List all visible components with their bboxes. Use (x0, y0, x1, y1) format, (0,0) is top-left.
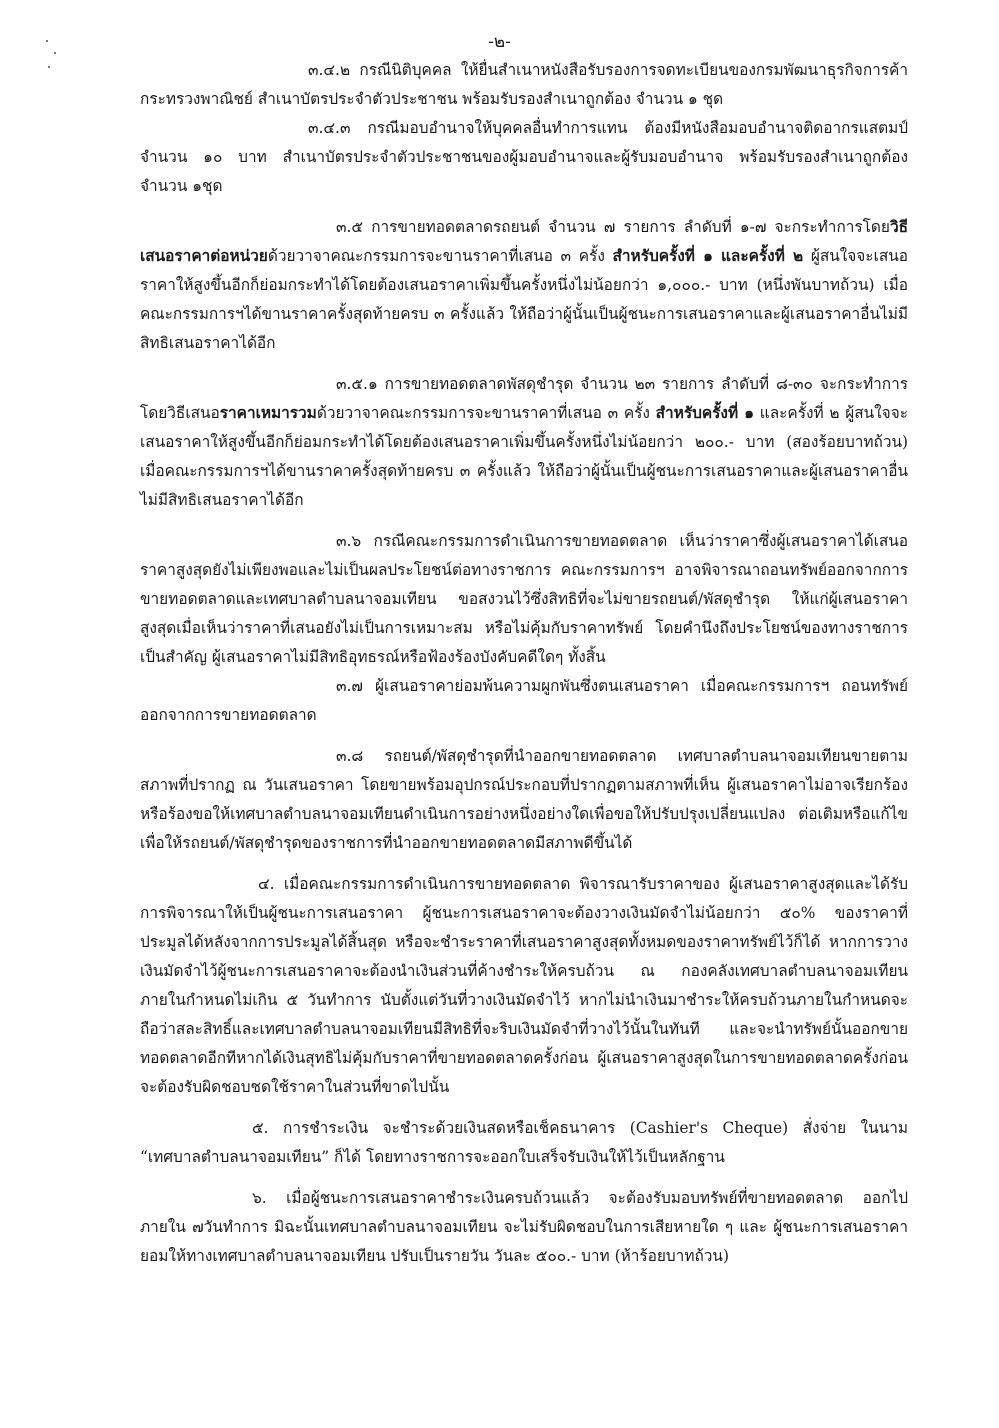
clause-3-5-1-bold-rounds: สำหรับครั้งที่ ๑ (655, 404, 755, 422)
clause-3-5-1-text-end: และครั้งที่ ๒ ผู้สนใจจะเสนอราคาให้สูงขึ้นอีกก็ย่อมกระทำได้โดยต้องเสนอราคาเพิ่มขึ้นครั้งหนึ่งไม่น้อยกว่า ๒๐๐.- บาท (สองร้อยบาทถ้วน) เมื่อคณะกรรมการฯได้ขานราคาครั้งสุดท้ายครบ ๓ ครั้งแล้ว ให้ถือว่าผู้นั้นเป็นผู้ชนะการเสนอราคาและผู้เสนอราคาอื่นไม่มีสิทธิเสนอราคาได้อีก (140, 404, 908, 509)
clause-3-5-text-end: ผู้สนใจจะเสนอราคาให้สูงขึ้นอีกก็ย่อมกระทำได้โดยต้องเสนอราคาเพิ่มขึ้นครั้งหนึ่งไม่น้อยกว่า ๑,๐๐๐.- บาท (หนึ่งพันบาทถ้วน) เมื่อคณะกรรมการฯได้ขานราคาครั้งสุดท้ายครบ ๓ ครั้งแล้ว ให้ถือว่าผู้นั้นเป็นผู้ชนะการเสนอราคาและผู้เสนอราคาอื่นไม่มีสิทธิเสนอราคาได้อีก (140, 247, 908, 352)
clause-3-5-bold-rounds: สำหรับครั้งที่ ๑ และครั้งที่ ๒ (612, 247, 804, 265)
clause-3-5-1-text-start: ๓.๕.๑ การขายทอดตลาดพัสดุชำรุด จำนวน ๒๓ รายการ ลำดับที่ ๘-๓๐ จะกระทำการโดยวิธีเสนอ (140, 375, 908, 422)
clause-3-4-3: ๓.๔.๓ กรณีมอบอำนาจให้บุคคลอื่นทำการแทน ต้องมีหนังสือมอบอำนาจติดอากรแสตมป์ จำนวน ๑๐ บาท สำเนาบัตรประจำตัวประชาชนของผู้มอบอำนาจและผู้รับมอบอำนาจ พร้อมรับรองสำเนาถูกต้อง จำนวน ๑ชุด (140, 119, 908, 195)
clause-3-5-text-start: ๓.๕ การขายทอดตลาดรถยนต์ จำนวน ๗ รายการ ลำดับที่ ๑-๗ จะกระทำการโดย (336, 218, 890, 236)
clause-3-8: ๓.๘ รถยนต์/พัสดุชำรุดที่นำออกขายทอดตลาด เทศบาลตำบลนาจอมเทียนขายตามสภาพที่ปรากฏ ณ วันเสนอราคา โดยขายพร้อมอุปกรณ์ประกอบที่ปรากฏตามสภาพที่เห็น ผู้เสนอราคาไม่อาจเรียกร้องหรือร้องขอให้เทศบาลตำบลนาจอมเทียนดำเนินการอย่างหนึ่งอย่างใดเพื่อขอให้ปรับปรุงเปลี่ยนแปลง ต่อเติมหรือแก้ไข เพื่อให้รถยนต์/พัสดุชำรุดของราชการที่นำออกขายทอดตลาดมีสภาพดีขึ้นได้ (140, 747, 908, 852)
page-number: -๒- (488, 32, 511, 52)
document-body (140, 56, 908, 1271)
clause-3-5-1-text-middle: ด้วยวาจาคณะกรรมการจะขานราคาที่เสนอ ๓ ครั้ง (316, 404, 656, 422)
clause-3-4-2: ๓.๔.๒ กรณีนิติบุคคล ให้ยื่นสำเนาหนังสือรับรองการจดทะเบียนของกรมพัฒนาธุรกิจการค้า กระทรวงพาณิชย์ สำเนาบัตรประจำตัวประชาชน พร้อมรับรองสำเนาถูกต้อง จำนวน ๑ ชุด (140, 61, 908, 108)
clause-3-5-1 (140, 370, 908, 515)
clause-4: ๔. เมื่อคณะกรรมการดำเนินการขายทอดตลาด พิจารณารับราคาของ ผู้เสนอราคาสูงสุดและได้รับการพิจารณาให้เป็นผู้ชนะการเสนอราคา ผู้ชนะการเสนอราคาจะต้องวางเงินมัดจำไม่น้อยกว่า ๕๐% ของราคาที่ประมูลได้หลังจากการประมูลได้สิ้นสุด หรือจะชำระราคาที่เสนอราคาสูงสุดทั้งหมดของราคาทรัพย์ไว้ก็ได้ หากการวางเงินมัดจำไว้ผู้ชนะการเสนอราคาจะต้องนำเงินส่วนที่ค้างชำระให้ครบถ้วน ณ กองคลังเทศบาลตำบลนาจอมเทียน ภายในกำหนดไม่เกิน ๕ วันทำการ นับตั้งแต่วันที่วางเงินมัดจำไว้ หากไม่นำเงินมาชำระให้ครบถ้วนภายในกำหนดจะถือว่าสละสิทธิ์และเทศบาลตำบลนาจอมเทียนมีสิทธิที่จะริบเงินมัดจำที่วางไว้นั้นในทันที และจะนำทรัพย์นั้นออกขายทอดตลาดอีกทีหากได้เงินสุทธิไม่คุ้มกับราคาที่ขายทอดตลาดครั้งก่อน ผู้เสนอราคาสูงสุดในการขายทอดตลาดครั้งก่อนจะต้องรับผิดชอบชดใช้ราคาในส่วนที่ขาดไปนั้น (140, 875, 908, 1096)
clause-5: ๕. การชำระเงิน จะชำระด้วยเงินสดหรือเช็คธนาคาร (Cashier's Cheque) สั่งจ่าย ในนาม “เทศบาลตำบลนาจอมเทียน” ก็ได้ โดยทางราชการจะออกใบเสร็จรับเงินให้ไว้เป็นหลักฐาน (140, 1119, 908, 1166)
clause-3-6: ๓.๖ กรณีคณะกรรมการดำเนินการขายทอดตลาด เห็นว่าราคาซึ่งผู้เสนอราคาได้เสนอราคาสูงสุดยังไม่เพียงพอและไม่เป็นผลประโยชน์ต่อทางราชการ คณะกรรมการฯ อาจพิจารณาถอนทรัพย์ออกจากการขายทอดตลาดและเทศบาลตำบลนาจอมเทียน ขอสงวนไว้ซึ่งสิทธิที่จะไม่ขายรถยนต์/พัสดุชำรุด ให้แก่ผู้เสนอราคาสูงสุดเมื่อเห็นว่าราคาที่เสนอยังไม่เป็นการเหมาะสม หรือไม่คุ้มกับราคาทรัพย์ โดยคำนึงถึงประโยชน์ของทางราชการเป็นสำคัญ ผู้เสนอราคาไม่มีสิทธิอุทธรณ์หรือฟ้องร้องบังคับคดีใดๆ ทั้งสิ้น (140, 532, 908, 666)
clause-3-5-text-middle: ด้วยวาจาคณะกรรมการจะขานราคาที่เสนอ ๓ ครั้ง (267, 247, 613, 265)
scan-speck (48, 66, 50, 68)
clause-3-5-bold-method: วิธีเสนอราคาต่อหน่วย (140, 218, 908, 265)
clause-3-7: ๓.๗ ผู้เสนอราคาย่อมพ้นความผูกพันซึ่งตนเสนอราคา เมื่อคณะกรรมการฯ ถอนทรัพย์ออกจากการขายทอดตลาด (140, 677, 908, 724)
clause-6: ๖. เมื่อผู้ชนะการเสนอราคาชำระเงินครบถ้วนแล้ว จะต้องรับมอบทรัพย์ที่ขายทอดตลาด ออกไปภายใน ๗วันทำการ มิฉะนั้นเทศบาลตำบลนาจอมเทียน จะไม่รับผิดชอบในการเสียหายใด ๆ และ ผู้ชนะการเสนอราคายอมให้ทางเทศบาลตำบลนาจอมเทียน ปรับเป็นรายวัน วันละ ๕๐๐.- บาท (ห้าร้อยบาทถ้วน) (140, 1189, 908, 1265)
clause-3-5-1-bold-method: ราคาเหมารวม (219, 404, 317, 422)
clause-3-5 (140, 213, 908, 358)
